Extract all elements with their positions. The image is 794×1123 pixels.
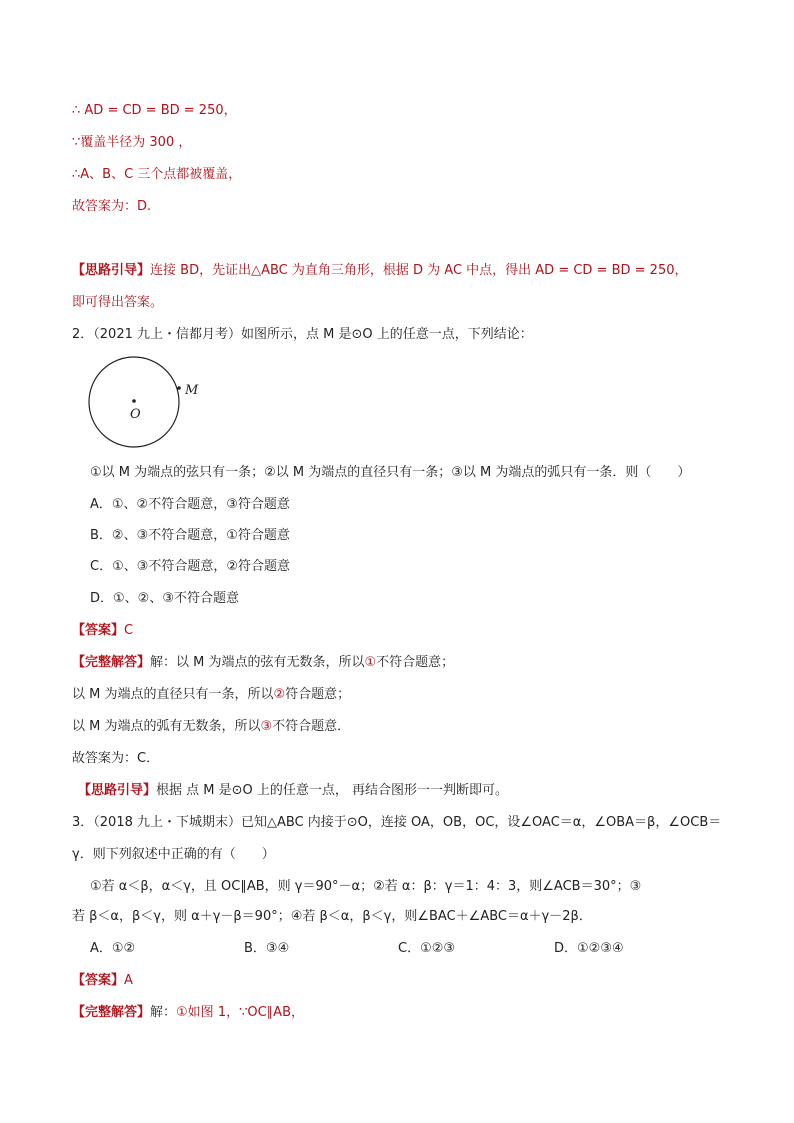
q2-option-b: B．②、③不符合题意，①符合题意 xyxy=(90,528,290,543)
q2-solution-line-1 xyxy=(72,654,454,672)
q3-stem-1: 3．（2018 九上・下城期末）已知△ABC 内接于⊙O，连接 OA，OB，OC，设∠OAC＝α，∠OBA＝β，∠OCB＝ xyxy=(72,815,722,830)
q1-hint-text-2: 即可得出答案。 xyxy=(72,295,164,310)
q2-solution-tag: 【完整解答】 xyxy=(72,655,151,670)
q3-option-a: A．①② xyxy=(90,941,136,956)
q2-solution-line-3 xyxy=(72,718,350,736)
q3-solution-prefix: 解： xyxy=(150,1005,177,1020)
q3-conditions-2: 若 β＜α，β＜γ，则 α＋γ－β＝90°；④若 β＜α，β＜γ，则∠BAC＋∠ABC＝α＋γ－2β． xyxy=(72,909,592,924)
q3-answer-value: A xyxy=(124,973,133,988)
q1-line-answer: 故答案为：D. xyxy=(72,199,152,214)
q2-solution-text-2b: 符合题意； xyxy=(285,687,351,702)
q3-option-b: B．③④ xyxy=(244,941,290,956)
q2-solution-text-3: 以 M 为端点的弧有无数条，所以 xyxy=(72,719,261,734)
q3-option-d: D．①②③④ xyxy=(554,941,624,956)
q3-option-c: C．①②③ xyxy=(398,941,456,956)
q3-solution xyxy=(72,1004,304,1022)
q2-hint xyxy=(78,782,508,800)
q2-answer-tag: 【答案】 xyxy=(72,623,125,638)
q1-line-ad-cd-bd: ∴ AD = CD = BD = 250， xyxy=(72,103,237,118)
q2-solution-text-2: 以 M 为端点的直径只有一条，所以 xyxy=(72,687,274,702)
q2-solution-mark-2: ② xyxy=(273,687,286,702)
label-m: M xyxy=(185,383,199,398)
center-point-o xyxy=(132,399,136,403)
q2-option-c: C．①、③不符合题意，②符合题意 xyxy=(90,559,291,574)
q2-option-d: D．①、②、③不符合题意 xyxy=(90,591,239,606)
q2-solution-text-3b: 不符合题意． xyxy=(272,719,351,734)
q2-solution-line-2 xyxy=(72,686,350,704)
q2-solution-mark-1: ① xyxy=(364,655,377,670)
q1-line-covered: ∴A、B、C 三个点都被覆盖， xyxy=(72,167,242,182)
q1-hint xyxy=(72,262,688,280)
q2-hint-tag: 【思路引导】 xyxy=(78,783,157,798)
q2-answer xyxy=(72,622,133,640)
circle-figure xyxy=(86,354,206,454)
q2-solution-text-1: 解：以 M 为端点的弦有无数条，所以 xyxy=(150,655,365,670)
q2-conclusion: 故答案为：C． xyxy=(72,751,160,766)
q1-hint-text: 连接 BD，先证出△ABC 为直角三角形，根据 D 为 AC 中点，得出 AD = CD = BD = 250， xyxy=(150,263,688,278)
q3-answer xyxy=(72,972,133,990)
q2-option-a: A．①、②不符合题意，③符合题意 xyxy=(90,497,290,512)
q2-solution-text-1b: 不符合题意； xyxy=(376,655,455,670)
q3-solution-step-1: ①如图 1，∵OC∥AB， xyxy=(176,1005,304,1020)
q1-hint-tag: 【思路引导】 xyxy=(72,263,151,278)
q1-line-radius: ∵覆盖半径为 300 ， xyxy=(72,135,192,150)
q2-conditions: ①以 M 为端点的弦只有一条；②以 M 为端点的直径只有一条；③以 M 为端点的弧只有一条．则（ ） xyxy=(90,465,691,480)
q2-solution-mark-3: ③ xyxy=(260,719,273,734)
q3-solution-tag: 【完整解答】 xyxy=(72,1005,151,1020)
q3-conditions-1: ①若 α＜β，α＜γ，且 OC∥AB，则 γ＝90°－α；②若 α：β：γ＝1：4：3，则∠ACB＝30°；③ xyxy=(90,879,642,894)
point-m xyxy=(177,386,181,390)
q2-answer-value: C xyxy=(124,623,134,638)
q2-hint-text: 根据 点 M 是⊙O 上的任意一点， 再结合图形一一判断即可。 xyxy=(156,783,509,798)
q3-answer-tag: 【答案】 xyxy=(72,973,125,988)
q3-stem-2: γ．则下列叙述中正确的有（ ） xyxy=(72,847,275,862)
label-o: O xyxy=(130,407,141,422)
q2-stem: 2．（2021 九上・信都月考）如图所示，点 M 是⊙O 上的任意一点，下列结论： xyxy=(72,327,533,342)
